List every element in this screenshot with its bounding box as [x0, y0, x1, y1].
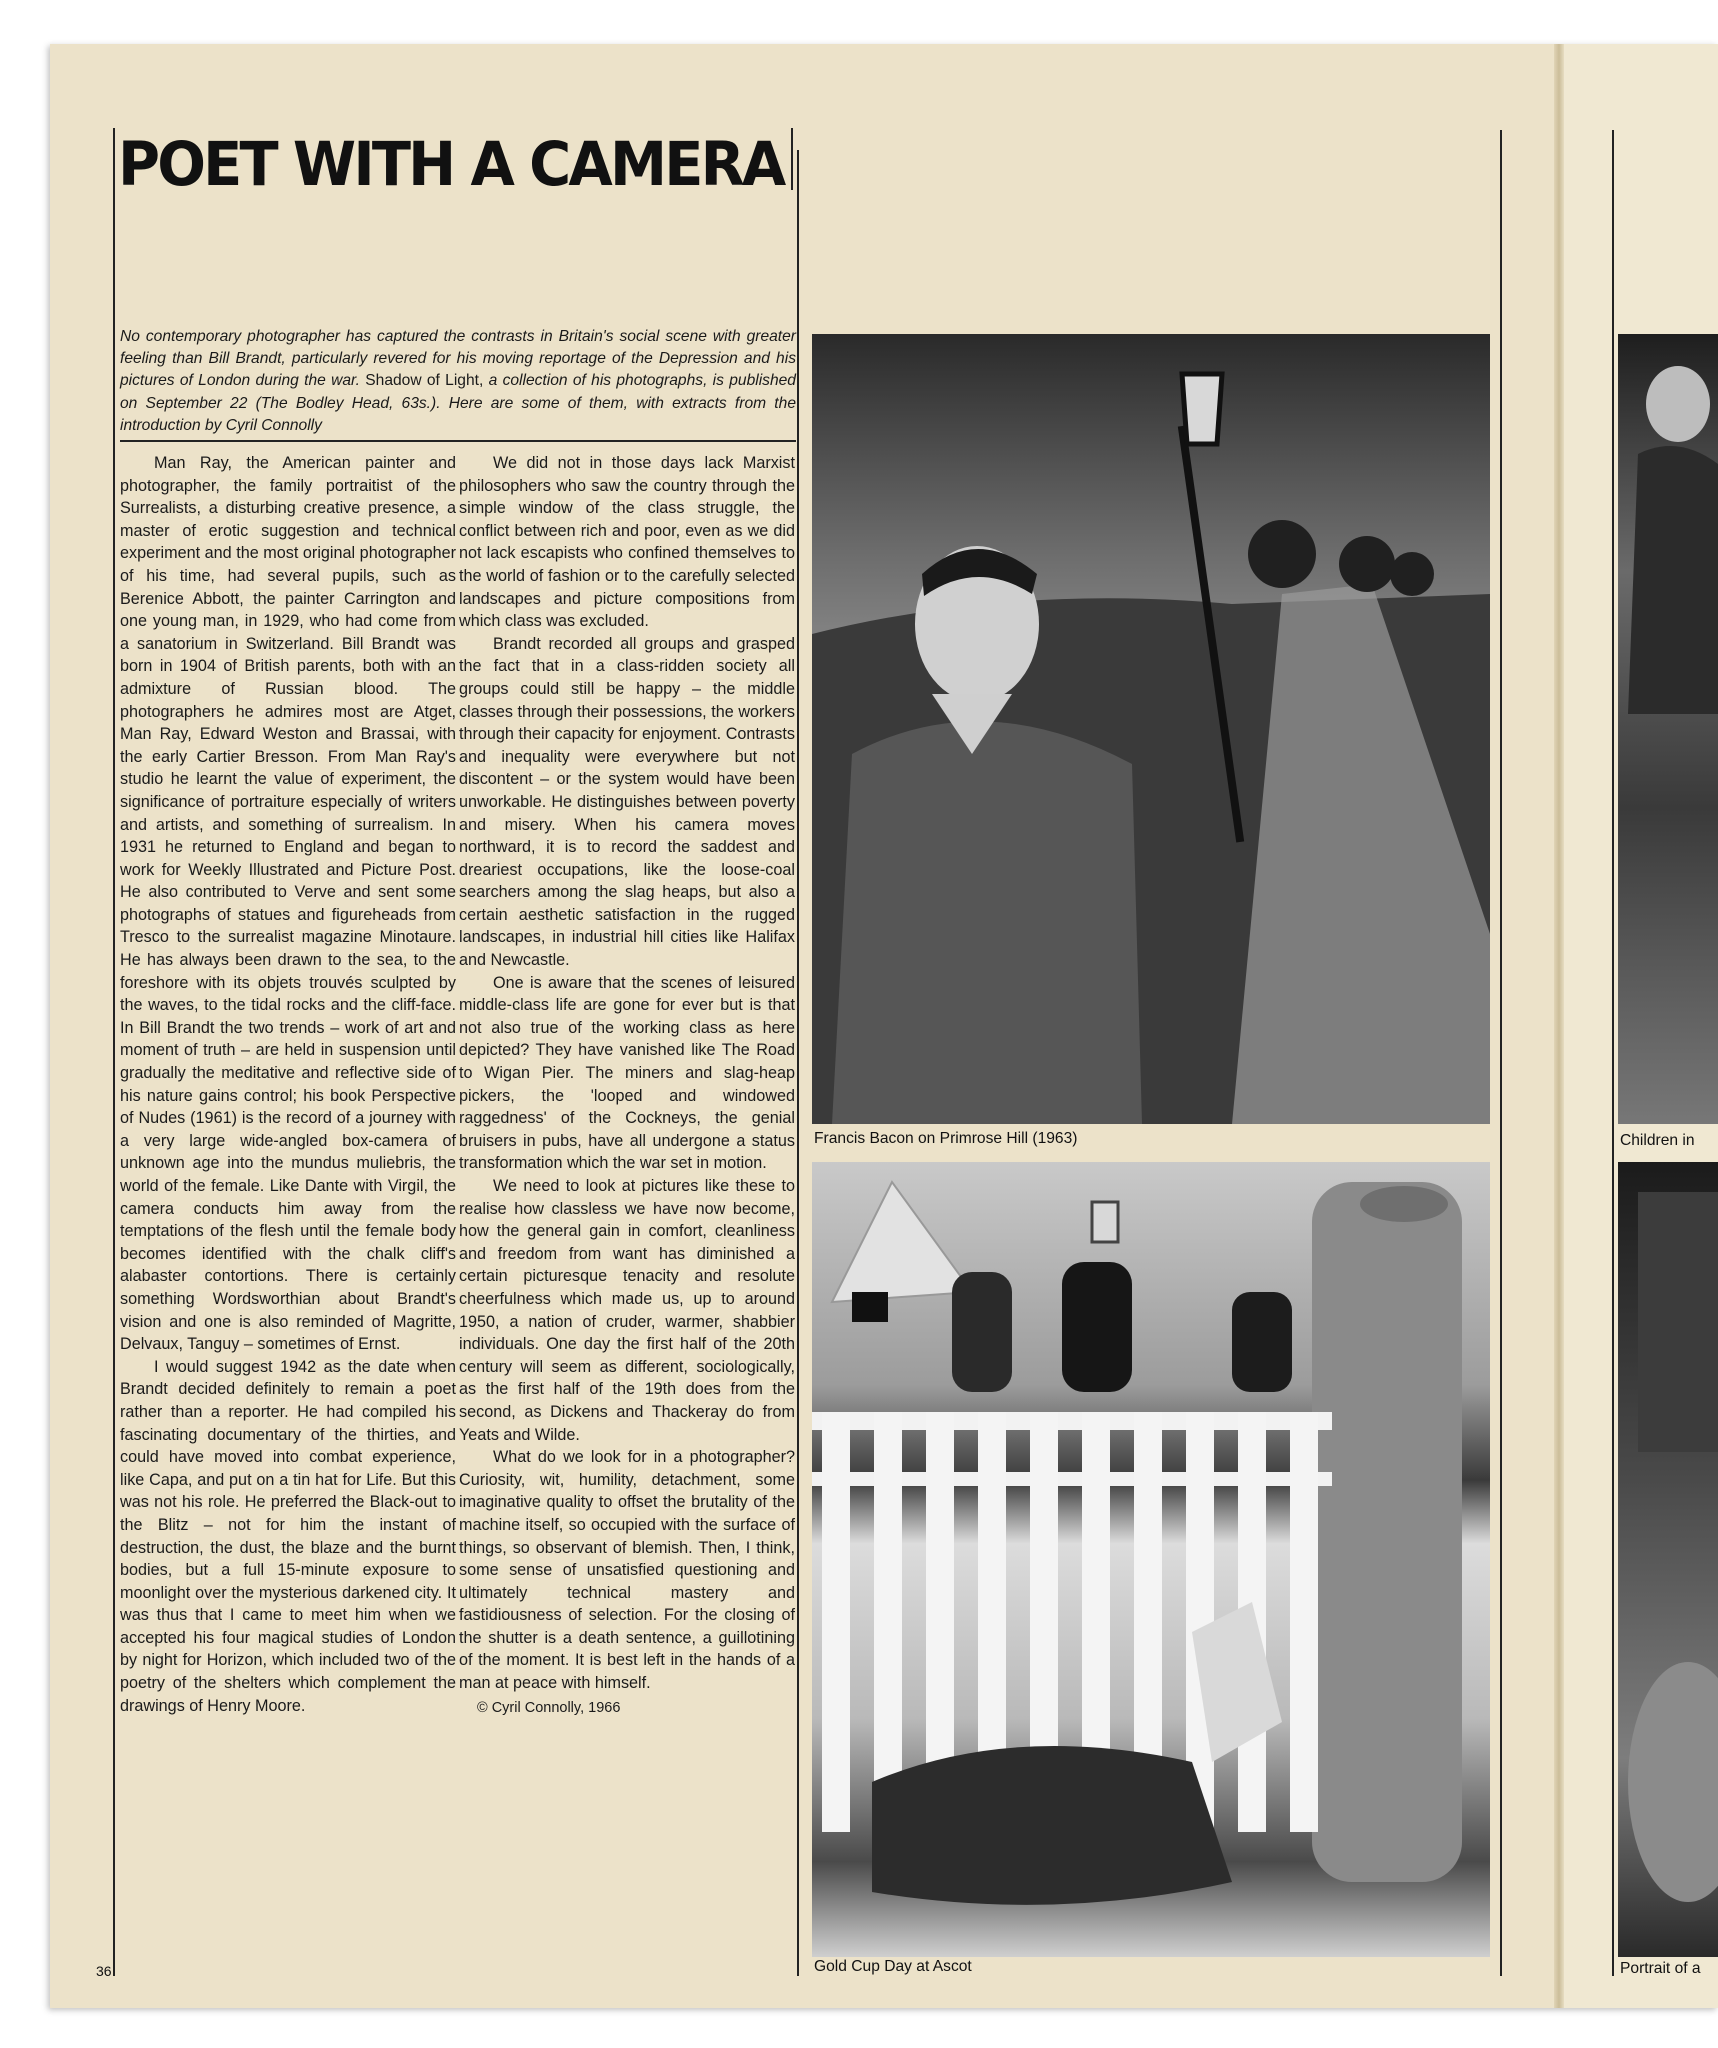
paragraph: Man Ray, the American painter and photographer, the family portraitist of the Surrealists, a disturbing creative presence, a master of erotic suggestion and technical experiment and the most original photographer of his time, had several pupils, such as Berenice Abbott, the painter Carrington and one young man, in 1929, who had come from a sanatorium in Switzerland. Bill Brandt was born in 1904 of British parents, both with an admixture of Russian blood. The photographers he admires most are Atget, Man Ray, Edward Weston and Brassai, with the early Cartier Bresson. From Man Ray's studio he learnt the value of experiment, the significance of portraiture especially of writers and artists, and something of surrealism. In 1931 he returned to England and began to work for Weekly Illustrated and Picture Post. He also contributed to Verve and sent some photographs of statues and figureheads from Tresco to the surrealist magazine Minotaure. He has always been drawn to the sea, to the foreshore with its objets trouvés sculpted by the waves, to the tidal rocks and the cliff-face. In Bill Brandt the two trends – work of art and moment of truth – are held in suspension until gradually the meditative and reflective side of his nature gains control; his book Perspective of Nudes (1961) is the record of a journey with a very large wide-angled box-camera of unknown age into the mundus muliebris, the world of the female. Like Dante with Virgil, the camera conducts him away from the temptations of the flesh until the female body becomes identified with the chalk cliff's alabaster contortions. There is certainly something Wordsworthian about Brandt's vision and one is also reminded of Magritte, Delvaux, Tanguy – sometimes of Ernst.: [120, 454, 456, 1354]
standfirst-text-b: a collection of his photographs, is published on September 22 (The Bodley Head, 63s.). Here are some of them, with extracts from the introduction by Cyril Connolly: [120, 372, 796, 434]
page-number: 36: [96, 1963, 112, 1979]
body-column-2: [459, 452, 795, 1719]
paragraph: We did not in those days lack Marxist philosophers who saw the country through the simple window of the class struggle, the conflict between rich and poor, even as we did not lack escapists who confined themselves to the world of fashion or to the carefully selected landscapes and picture compositions from which class was excluded.: [459, 454, 795, 631]
paragraph: One is aware that the scenes of leisured middle-class life are gone for ever but is that not also true of the working class as here depicted? They have vanished like The Road to Wigan Pier. The miners and slag-heap pickers, the 'looped and windowed raggedness' of the Cockneys, the genial bruisers in pubs, have all undergone a status transformation which the war set in motion.: [459, 973, 795, 1173]
paragraph: Brandt recorded all groups and grasped the fact that in a class-ridden society all groups could still be happy – the middle classes through their possessions, the workers through their capacity for enjoyment. Contrasts and inequality were everywhere but not discontent – or the system would have been unworkable. He distinguishes between poverty and misery. When his camera moves northward, it is to record the saddest and dreariest occupations, like the loose-coal searchers among the slag heaps, but also a certain aesthetic satisfaction in the rugged landscapes, in industrial hill cities like Halifax and Newcastle.: [459, 634, 795, 970]
column-rule-facing: [1612, 130, 1614, 1976]
paragraph: We need to look at pictures like these to realise how classless we have now become, how the general gain in comfort, cleanliness and freedom from want has diminished a certain picturesque tenacity and resolute cheerfulness which made us, up to around 1950, a nation of cruder, warmer, shabbier individuals. One day the first half of the 20th century will seem as different, sociologically, as the first half of the 19th does from the second, as Dickens and Thackeray do from Yeats and Wilde.: [459, 1177, 795, 1444]
column-rule-left: [113, 128, 115, 1976]
photo-portrait: [1618, 1162, 1718, 1957]
caption-portrait: Portrait of a: [1620, 1960, 1701, 1977]
photo-francis-bacon: [812, 334, 1490, 1124]
standfirst: [120, 326, 796, 442]
standfirst-text-a: No contemporary photographer has captured the contrasts in Britain's social scene with greater feeling than Bill Brandt, particularly revered for his moving reportage of the Depression and his pictures of London during the war.: [120, 328, 796, 390]
headline: POET WITH A CAMERA: [118, 129, 784, 200]
paragraph: What do we look for in a photographer? Curiosity, wit, humility, detachment, some imaginative quality to offset the brutality of the machine itself, so occupied with the surface of things, so observant of blemish. Then, I think, some sense of unsatisfied questioning and ultimately technical mastery and fastidiousness of selection. For the closing of the shutter is a death sentence, a guillotining of the moment. It is best left in the hands of a man at peace with himself.: [459, 1448, 795, 1693]
column-rule-middle: [797, 150, 799, 1976]
column-rule-right: [1500, 130, 1502, 1976]
photo-gold-cup-day-ascot: [812, 1162, 1490, 1957]
page-spine: [1554, 44, 1564, 2008]
paragraph: I would suggest 1942 as the date when Brandt decided definitely to remain a poet rather than a reporter. He had compiled his fascinating documentary of the thirties, and could have moved into combat experience, like Capa, and put on a tin hat for Life. But this was not his role. He preferred the Black-out to the Blitz – not for him the instant of destruction, the dust, the blaze and the burnt bodies, but a full 15-minute exposure to moonlight over the mysterious darkened city. It was thus that I came to meet him when we accepted his four magical studies of London by night for Horizon, which included two of the poetry of the shelters which complement the drawings of Henry Moore.: [120, 1357, 456, 1715]
caption-children: Children in: [1620, 1132, 1695, 1149]
caption-francis-bacon: Francis Bacon on Primrose Hill (1963): [814, 1130, 1078, 1147]
photo-children: [1618, 334, 1718, 1124]
body-column-1: [120, 452, 456, 1717]
author-credit: © Cyril Connolly, 1966: [477, 1699, 621, 1716]
caption-gold-cup-day: Gold Cup Day at Ascot: [814, 1958, 972, 1975]
book-title: Shadow of Light,: [359, 372, 484, 390]
